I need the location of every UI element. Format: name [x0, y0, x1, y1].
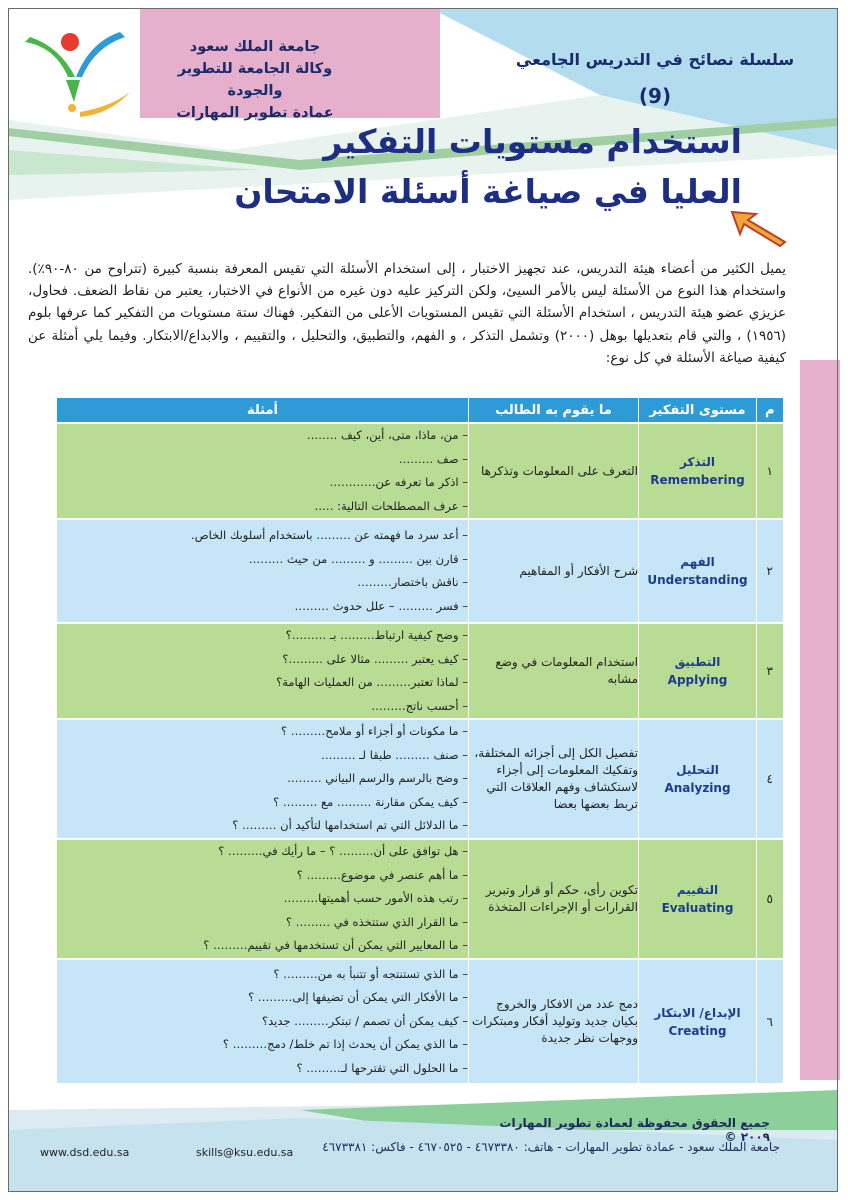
- level-cell: [639, 719, 757, 839]
- example-item: – كيف يعتبر ……… مثالا على ………؟: [282, 651, 468, 666]
- example-item: – ما المعايير التي يمكن أن تستخدمها في تقييم……… ؟: [203, 938, 468, 953]
- example-item: – ما أهم عنصر في موضوع……… ؟: [296, 867, 468, 882]
- level-name-ar: التذكر: [680, 455, 715, 469]
- row-num: ٣: [757, 623, 783, 719]
- example-item: – صف ………: [398, 451, 468, 466]
- activity-cell: استخدام المعلومات في وضع مشابه: [469, 623, 639, 719]
- examples-cell: [57, 423, 469, 519]
- example-item: – ما القرار الذي ستتخذه في ……… ؟: [285, 914, 468, 929]
- example-item: – ما الأفكار التي يمكن أن تضيفها إلى……… ؟: [248, 990, 468, 1005]
- institution-line-deanship: عمادة تطوير المهارات: [176, 105, 334, 121]
- level-name-ar: التطبيق: [674, 655, 721, 669]
- level-cell: [639, 423, 757, 519]
- examples-cell: [57, 519, 469, 623]
- table-row: [57, 959, 783, 1083]
- table-row: [57, 519, 783, 623]
- contact-line: جامعة الملك سعود - عمادة تطوير المهارات - هاتف: ٤٦٧٣٣٨٠ - ٤٦٧٠٥٢٥ - فاكس: ٤٦٧٣٣٨١: [322, 1140, 780, 1154]
- example-item: – قارن بين ……… و ……… من حيث ………: [248, 551, 468, 566]
- level-name-ar: التقييم: [676, 883, 719, 897]
- example-item: – ما الذي يمكن أن يحدث إذا تم خلط/ دمج……… ؟: [222, 1037, 468, 1052]
- main-title-line-1: استخدام مستويات التفكير: [323, 122, 742, 161]
- thinking-levels-table: [56, 398, 783, 1083]
- activity-cell: تكوين رأى، حكم أو قرار وتبرير القرارات أو الإجراءات المتخذة: [469, 839, 639, 959]
- example-item: – هل توافق على أن……… ؟ – ما رأيك في……… ؟: [218, 844, 468, 859]
- level-cell: [639, 959, 757, 1083]
- activity-cell: تفصيل الكل إلى أجزائه المختلفة، وتفكيك المعلومات إلى أجزاء لاستكشاف وفهم العلاقات التي تربط بعضها بعضا: [469, 719, 639, 839]
- example-item: – وضح بالرسم والرسم البياني ………: [287, 771, 468, 786]
- examples-cell: [57, 719, 469, 839]
- example-item: – من، ماذا، متى، أين، كيف ……..: [307, 428, 468, 442]
- example-item: – أحسب ناتج………: [371, 698, 468, 713]
- level-name-ar: الإبداع/ الابتكار: [654, 1005, 741, 1020]
- series-number: (9): [638, 84, 672, 108]
- series-title: سلسلة نصائح في التدريس الجامعي: [515, 50, 795, 69]
- example-item: – ما الحلول التي تقترحها لـ……… ؟: [296, 1060, 468, 1075]
- row-num: ٦: [757, 959, 783, 1083]
- level-name-en: Evaluating: [661, 901, 734, 915]
- example-item: – كيف يمكن أن تصمم / تبتكر……… جديد؟: [262, 1013, 468, 1028]
- main-title-line-2: العليا في صياغة أسئلة الامتحان: [234, 172, 742, 211]
- example-item: – عرف المصطلحات التالية: …..: [314, 498, 468, 513]
- copyright-notice: جميع الحقوق محفوظة لعمادة تطوير المهارات ٢٠٠٩ ©: [499, 1116, 770, 1144]
- level-cell: [639, 519, 757, 623]
- table-row: [57, 423, 783, 519]
- example-item: – لماذا تعتبر……… من العمليات الهامة؟: [276, 675, 468, 689]
- website-link[interactable]: www.dsd.edu.sa: [40, 1146, 130, 1159]
- example-item: – ناقش باختصار………: [357, 575, 468, 589]
- example-item: – فسر ……… – علل حدوث ………: [294, 598, 468, 613]
- level-cell: [639, 623, 757, 719]
- level-name-ar: التحليل: [676, 763, 719, 777]
- table-header-row: [57, 398, 783, 423]
- row-num: ١: [757, 423, 783, 519]
- example-item: – وضح كيفية ارتباط……… بـ ………؟: [285, 628, 468, 642]
- row-num: ٢: [757, 519, 783, 623]
- example-item: – أعد سرد ما فهمته عن ……… باستخدام أسلوبك الخاص.: [191, 528, 468, 542]
- level-cell: [639, 839, 757, 959]
- examples-cell: [57, 959, 469, 1083]
- institution-line-university: جامعة الملك سعود: [189, 39, 321, 55]
- example-item: – ما الدلائل التي تم استخدامها لتأكيد أن ……… ؟: [232, 818, 468, 833]
- example-item: – كيف يمكن مقارنة ……… مع ……… ؟: [273, 794, 468, 809]
- example-item: – ما الذي تستنتجه أو تتنبأ به من……… ؟: [273, 966, 468, 981]
- level-name-en: Applying: [667, 673, 728, 687]
- example-item: – ما مكونات أو أجزاء أو ملامح……… ؟: [281, 724, 468, 739]
- level-name-en: Understanding: [647, 573, 748, 587]
- arrow-icon: [730, 208, 790, 248]
- example-item: – صنف ……… طبقا لـ ………: [321, 747, 468, 762]
- header-level: مستوى التفكير: [639, 398, 757, 423]
- dsd-logo-icon: [20, 22, 140, 122]
- activity-cell: شرح الأفكار أو المفاهيم: [469, 519, 639, 623]
- activity-cell: دمج عدد من الافكار والخروج بكيان جديد وتوليد أفكار ومبتكرات ووجهات نظر جديدة: [469, 959, 639, 1083]
- institution-block: [150, 36, 360, 124]
- header-activity: ما يقوم به الطالب: [469, 398, 639, 423]
- row-num: ٤: [757, 719, 783, 839]
- activity-cell: التعرف على المعلومات وتذكرها: [469, 423, 639, 519]
- intro-paragraph: يميل الكثير من أعضاء هيئة التدريس، عند تجهيز الاختبار ، إلى استخدام الأسئلة التي تقيس المعرفة بنسبة كبيرة (تتراوح من ٨٠-٩٠٪). واستخدام هذا النوع من الأسئلة ليس بالأمر السيئ، ولكن التركيز عليه دون غيره من الأنواع في الاختبار، يعتبر من نقاط الضعف. فحاول، عزيزي عضو هيئة التدريس ، استخدام الأسئلة التي تقيس المستويات الأعلى من التفكير. فهناك ستة مستويات من التفكير كما عرفها بلوم (١٩٥٦) ، والتي قام بتعديلها بوهل (٢٠٠٠) وتشمل التذكر ، و الفهم، والتطبيق، والتحليل ، والتقييم ، والابداع/الابتكار. وفيما يلي أمثلة عن كيفية صياغة الأسئلة في كل نوع:: [28, 260, 786, 367]
- examples-cell: [57, 839, 469, 959]
- header-examples: أمثلة: [57, 398, 469, 423]
- table-row: [57, 719, 783, 839]
- level-name-en: Creating: [668, 1023, 727, 1038]
- institution-line-vice-rectorate: وكالة الجامعة للتطوير والجودة: [177, 61, 333, 99]
- level-name-ar: الفهم: [680, 555, 715, 569]
- example-item: – اذكر ما تعرفه عن…………: [329, 475, 468, 489]
- row-num: ٥: [757, 839, 783, 959]
- table-row: [57, 623, 783, 719]
- level-name-en: Remembering: [650, 473, 745, 487]
- level-name-en: Analyzing: [664, 781, 731, 795]
- example-item: – رتب هذه الأمور حسب أهميتها………: [283, 891, 468, 906]
- examples-cell: [57, 623, 469, 719]
- email-link[interactable]: skills@ksu.edu.sa: [196, 1146, 294, 1159]
- header-num: م: [757, 398, 783, 423]
- table-row: [57, 839, 783, 959]
